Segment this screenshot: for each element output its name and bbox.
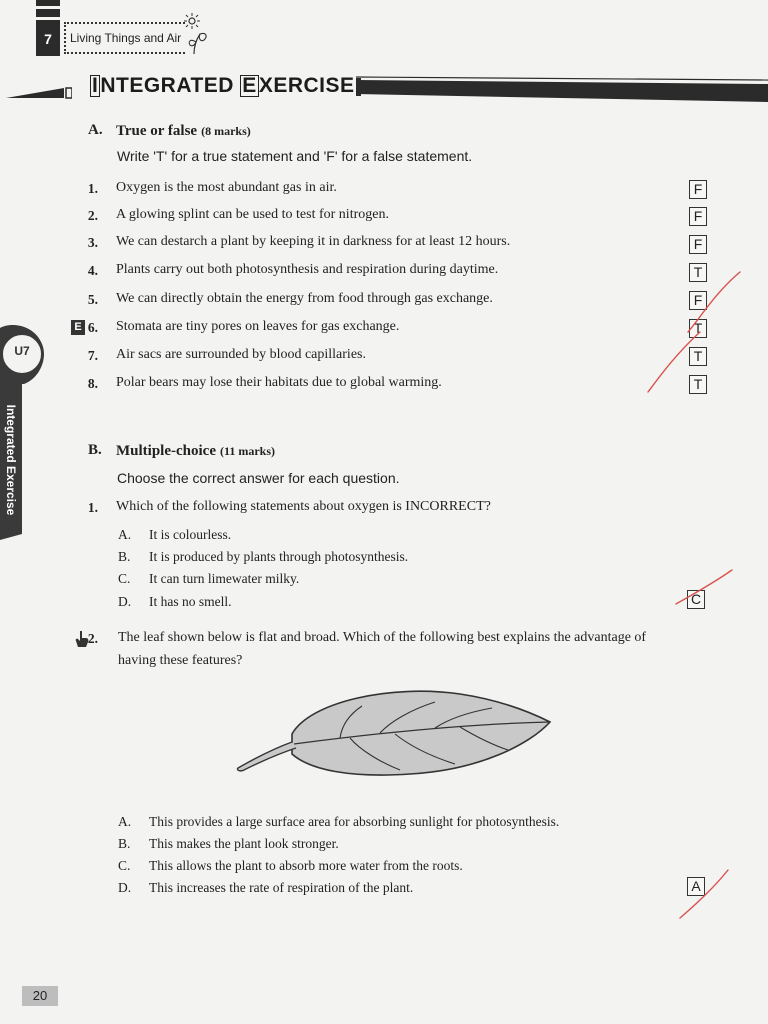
question-number: 6. [87, 320, 98, 335]
option-letter: D. [118, 594, 132, 609]
question-text: Stomata are tiny pores on leaves for gas exchange. [116, 319, 400, 334]
answer-box[interactable]: A [687, 877, 705, 896]
answer-box[interactable]: F [689, 207, 707, 226]
question-text: Plants carry out both photosynthesis and respiration during daytime. [116, 262, 499, 277]
section-a-instruction: Write 'T' for a true statement and 'F' for a false statement. [117, 148, 473, 164]
option-letter: A. [118, 814, 132, 829]
chapter-number: 7 [44, 31, 52, 47]
question-text: We can destarch a plant by keeping it in darkness for at least 12 hours. [116, 234, 511, 249]
question-number: 5. [87, 292, 98, 307]
question-number: 3. [87, 235, 98, 250]
option-letter: C. [118, 858, 131, 873]
option-letter: D. [118, 880, 132, 895]
question-text: We can directly obtain the energy from food through gas exchange. [116, 291, 493, 306]
e-badge: E [71, 320, 85, 335]
banner-left-wedge [6, 86, 72, 100]
question-text: Polar bears may lose their habitats due to global warming. [116, 375, 442, 390]
answer-box[interactable]: T [689, 319, 707, 338]
section-b-heading: Multiple-choice (11 marks) [116, 443, 275, 459]
section-a-heading: True or false (8 marks) [116, 123, 251, 139]
banner-right-bar [354, 74, 768, 106]
option-text[interactable]: It can turn limewater milky. [149, 571, 300, 586]
section-b-instruction: Choose the correct answer for each question. [117, 470, 400, 486]
question-number: 2. [87, 208, 98, 223]
option-text[interactable]: It is produced by plants through photosynthesis. [149, 549, 409, 564]
section-a-letter: A. [88, 122, 103, 138]
question-number: 1. [87, 500, 98, 515]
question-text: Oxygen is the most abundant gas in air. [116, 180, 337, 195]
banner-title: INTEGRATED EXERCISE [92, 74, 355, 97]
question-number: 8. [87, 376, 98, 391]
option-text[interactable]: This makes the plant look stronger. [149, 836, 339, 851]
question-text: Air sacs are surrounded by blood capillaries. [116, 347, 366, 362]
option-text[interactable]: This allows the plant to absorb more water from the roots. [149, 858, 463, 873]
question-text: The leaf shown below is flat and broad. Which of the following best explains the advantage of [118, 630, 647, 645]
section-b-letter: B. [88, 442, 102, 458]
option-letter: B. [118, 549, 131, 564]
side-section-label: Integrated Exercise [4, 404, 18, 516]
chapter-title: Living Things and Air [64, 22, 185, 54]
question-number: 2. [87, 631, 98, 646]
answer-box[interactable]: T [689, 347, 707, 366]
leaf-illustration [230, 684, 560, 784]
option-text[interactable]: This provides a large surface area for absorbing sunlight for photosynthesis. [149, 814, 560, 829]
option-text[interactable]: It has no smell. [149, 594, 232, 609]
question-text: Which of the following statements about oxygen is INCORRECT? [116, 499, 491, 514]
option-letter: C. [118, 571, 131, 586]
question-text: having these features? [118, 653, 243, 668]
question-number: 7. [87, 348, 98, 363]
question-number: 4. [87, 263, 98, 278]
option-letter: A. [118, 527, 132, 542]
question-text: A glowing splint can be used to test for nitrogen. [116, 207, 389, 222]
answer-box[interactable]: F [689, 180, 707, 199]
answer-box[interactable]: F [689, 291, 707, 310]
side-unit-label: U7 [14, 344, 30, 358]
answer-box[interactable]: T [689, 263, 707, 282]
question-number: 1. [87, 181, 98, 196]
option-text[interactable]: This increases the rate of respiration of the plant. [149, 880, 414, 895]
page-number: 20 [22, 986, 58, 1006]
option-letter: B. [118, 836, 131, 851]
answer-box[interactable]: C [687, 590, 705, 609]
answer-box[interactable]: T [689, 375, 707, 394]
answer-box[interactable]: F [689, 235, 707, 254]
plant-sun-icon [180, 12, 210, 56]
option-text[interactable]: It is colourless. [149, 527, 232, 542]
